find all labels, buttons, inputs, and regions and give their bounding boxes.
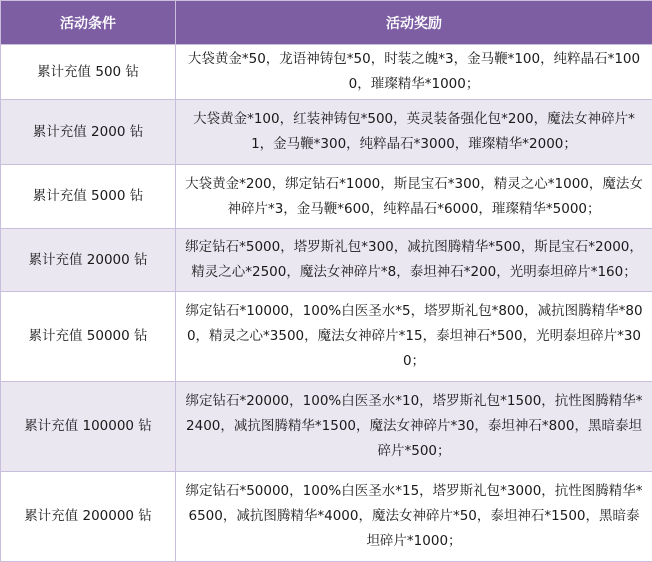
condition-cell: 累计充值 500 钻 <box>1 45 176 100</box>
table-row <box>1 100 652 165</box>
table-row <box>1 292 652 382</box>
condition-cell: 累计充值 20000 钻 <box>1 229 176 292</box>
header-reward: 活动奖励 <box>176 1 652 45</box>
condition-cell: 累计充值 5000 钻 <box>1 165 176 229</box>
table-row <box>1 45 652 100</box>
reward-cell: 绑定钻石*5000，塔罗斯礼包*300，减抗图腾精华*500，斯昆宝石*2000，精灵之心*2500，魔法女神碎片*8，泰坦神石*200，光明泰坦碎片*160； <box>176 229 652 292</box>
reward-cell: 绑定钻石*20000，100%白医圣水*10，塔罗斯礼包*1500，抗性图腾精华*2400，减抗图腾精华*1500，魔法女神碎片*30，泰坦神石*800，黑暗泰坦碎片*500； <box>176 382 652 472</box>
table-header-row <box>1 1 652 45</box>
table-row <box>1 165 652 229</box>
table-row <box>1 472 652 562</box>
table-row <box>1 229 652 292</box>
condition-cell: 累计充值 100000 钻 <box>1 382 176 472</box>
reward-cell: 大袋黄金*100，红装神铸包*500，英灵装备强化包*200，魔法女神碎片*1，金马鞭*300，纯粹晶石*3000，璀璨精华*2000； <box>176 100 652 165</box>
reward-cell: 绑定钻石*10000，100%白医圣水*5，塔罗斯礼包*800，减抗图腾精华*800，精灵之心*3500，魔法女神碎片*15，泰坦神石*500，光明泰坦碎片*300； <box>176 292 652 382</box>
condition-cell: 累计充值 2000 钻 <box>1 100 176 165</box>
header-condition: 活动条件 <box>1 1 176 45</box>
reward-cell: 绑定钻石*50000，100%白医圣水*15，塔罗斯礼包*3000，抗性图腾精华*6500，减抗图腾精华*4000，魔法女神碎片*50，泰坦神石*1500，黑暗泰坦碎片*1000； <box>176 472 652 562</box>
condition-cell: 累计充值 50000 钻 <box>1 292 176 382</box>
reward-cell: 大袋黄金*50，龙语神铸包*50，时装之魄*3，金马鞭*100，纯粹晶石*1000，璀璨精华*1000； <box>176 45 652 100</box>
reward-cell: 大袋黄金*200，绑定钻石*1000，斯昆宝石*300，精灵之心*1000，魔法女神碎片*3，金马鞭*600，纯粹晶石*6000，璀璨精华*5000； <box>176 165 652 229</box>
table-row <box>1 382 652 472</box>
condition-cell: 累计充值 200000 钻 <box>1 472 176 562</box>
